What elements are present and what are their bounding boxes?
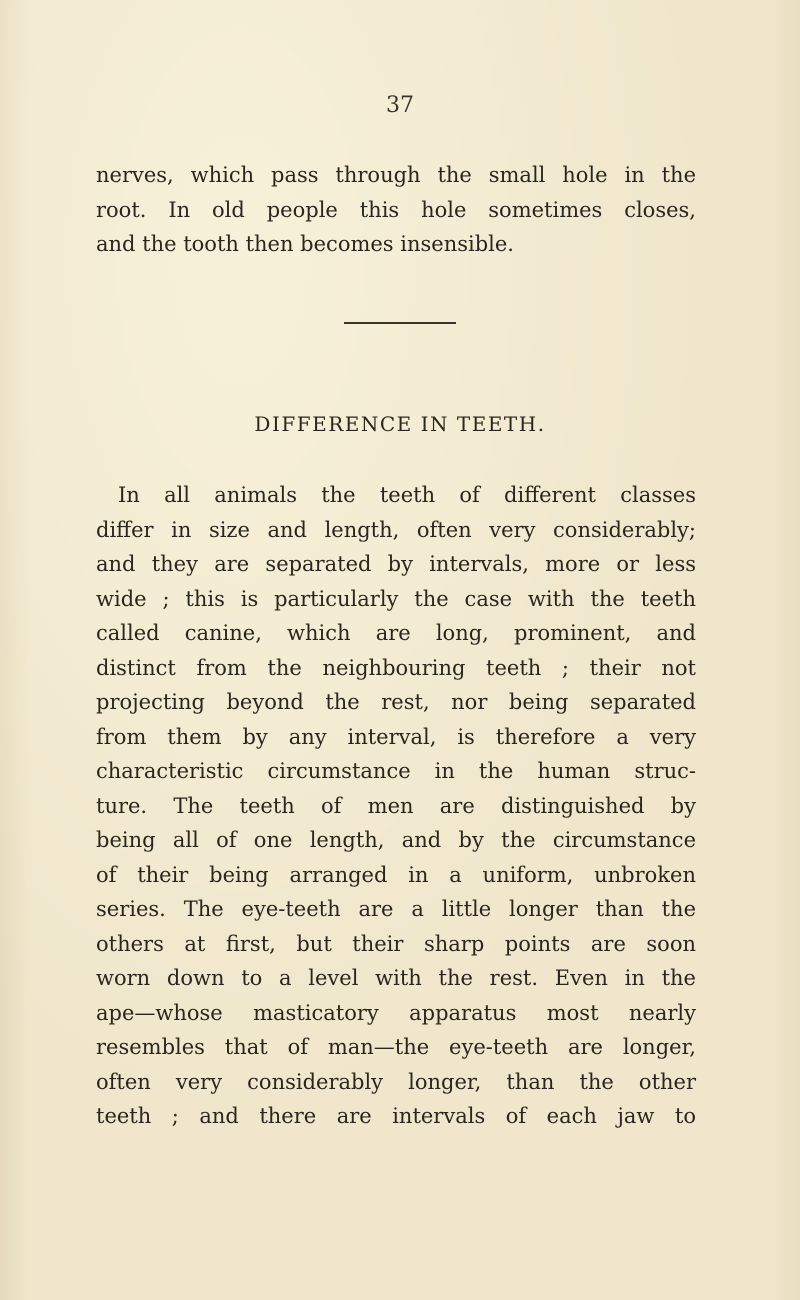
section-divider-rule	[344, 322, 456, 324]
paragraph-continuation	[96, 158, 696, 262]
text-line: differ in size and length, often very considerably;	[96, 517, 696, 542]
text-line: and they are separated by intervals, more or less	[96, 552, 696, 576]
text-line: distinct from the neighbouring teeth ; their not	[96, 655, 696, 680]
text-line: being all of one length, and by the circumstance	[96, 828, 696, 852]
text-line: ape—whose masticatory apparatus most nearly	[96, 1000, 696, 1025]
text-line: projecting beyond the rest, nor being separated	[96, 690, 696, 714]
text-line: often very considerably longer, than the other	[96, 1069, 696, 1094]
text-line: wide ; this is particularly the case with the teeth	[96, 586, 696, 611]
text-line: characteristic circumstance in the human struc-	[96, 759, 696, 783]
section-heading: DIFFERENCE IN TEETH.	[254, 412, 546, 436]
text-line: called canine, which are long, prominent, and	[96, 621, 696, 645]
text-line: nerves, which pass through the small hole in the	[96, 163, 696, 187]
text-line: resembles that of man—the eye-teeth are longer,	[96, 1035, 696, 1059]
text-line: and the tooth then becomes insensible.	[96, 232, 514, 256]
text-line: series. The eye-teeth are a little longer than the	[96, 897, 696, 921]
text-line: root. In old people this hole sometimes closes,	[96, 197, 696, 222]
text-line: teeth ; and there are intervals of each jaw to	[96, 1104, 696, 1128]
text-line: from them by any interval, is therefore a very	[96, 724, 696, 749]
text-line: others at first, but their sharp points are soon	[96, 931, 696, 956]
text-line: In all animals the teeth of different classes	[118, 483, 696, 507]
text-line: ture. The teeth of men are distinguished by	[96, 793, 696, 818]
text-line: of their being arranged in a uniform, unbroken	[96, 862, 696, 887]
text-line: worn down to a level with the rest. Even in the	[96, 966, 696, 990]
section-paragraph	[96, 478, 696, 1134]
page-number: 37	[386, 93, 414, 118]
